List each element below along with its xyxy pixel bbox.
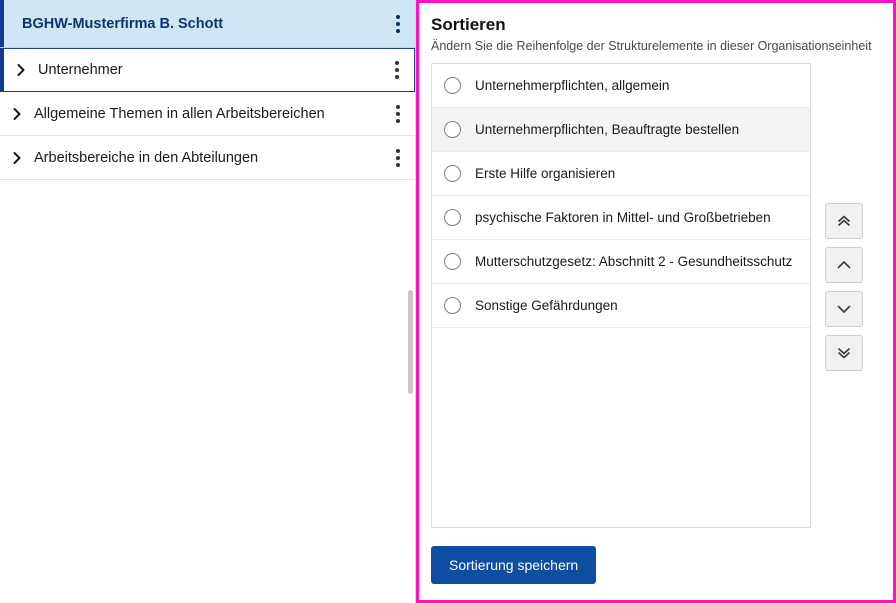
move-up-button[interactable] <box>825 247 863 283</box>
list-item[interactable] <box>432 196 810 240</box>
page-title: Sortieren <box>431 15 506 34</box>
sort-area <box>431 63 881 528</box>
list-item[interactable] <box>432 284 810 328</box>
chevron-up-icon <box>835 256 853 274</box>
structure-tree-panel <box>0 0 416 603</box>
move-to-bottom-button[interactable] <box>825 335 863 371</box>
radio-icon[interactable] <box>444 165 461 182</box>
list-item-label: Unternehmerpflichten, Beauftragte bestellen <box>475 122 740 137</box>
kebab-menu-icon[interactable] <box>381 15 415 33</box>
save-sorting-button[interactable]: Sortierung speichern <box>431 546 596 584</box>
list-item-label: Sonstige Gefährdungen <box>475 298 618 313</box>
chevron-right-icon[interactable] <box>4 63 38 77</box>
move-down-button[interactable] <box>825 291 863 327</box>
move-button-group <box>825 203 863 371</box>
double-chevron-up-icon <box>835 212 853 230</box>
sidebar-item-label: Allgemeine Themen in allen Arbeitsbereichen <box>34 105 325 122</box>
kebab-menu-icon[interactable] <box>381 105 415 123</box>
radio-icon[interactable] <box>444 253 461 270</box>
move-to-top-button[interactable] <box>825 203 863 239</box>
list-item[interactable] <box>432 152 810 196</box>
company-name-label: BGHW-Musterfirma B. Schott <box>22 15 224 32</box>
sidebar-item-allgemeine-themen[interactable] <box>0 92 415 136</box>
radio-icon[interactable] <box>444 209 461 226</box>
sidebar-item-arbeitsbereiche[interactable] <box>0 136 415 180</box>
sortable-list <box>431 63 811 528</box>
list-item-label: Erste Hilfe organisieren <box>475 166 616 181</box>
tree-scrollbar[interactable] <box>408 290 413 394</box>
list-item[interactable] <box>432 108 810 152</box>
list-item-label: Unternehmerpflichten, allgemein <box>475 78 670 93</box>
double-chevron-down-icon <box>835 344 853 362</box>
sidebar-item-label: Unternehmer <box>38 62 123 78</box>
sidebar-item-unternehmer[interactable] <box>0 48 415 92</box>
list-item-label: Mutterschutzgesetz: Abschnitt 2 - Gesundheitsschutz <box>475 254 793 269</box>
list-item[interactable] <box>432 64 810 108</box>
chevron-right-icon[interactable] <box>0 151 34 165</box>
chevron-right-icon[interactable] <box>0 107 34 121</box>
tree-header-company[interactable] <box>0 0 415 48</box>
kebab-menu-icon[interactable] <box>381 149 415 167</box>
radio-icon[interactable] <box>444 77 461 94</box>
list-item-label: psychische Faktoren in Mittel- und Großbetrieben <box>475 210 771 225</box>
radio-icon[interactable] <box>444 121 461 138</box>
radio-icon[interactable] <box>444 297 461 314</box>
list-item[interactable] <box>432 240 810 284</box>
sort-panel <box>416 0 896 603</box>
sidebar-item-label: Arbeitsbereiche in den Abteilungen <box>34 149 259 166</box>
page-subtitle: Ändern Sie die Reihenfolge der Strukturelemente in dieser Organisationseinheit <box>431 39 872 53</box>
chevron-down-icon <box>835 300 853 318</box>
kebab-menu-icon[interactable] <box>380 61 414 79</box>
